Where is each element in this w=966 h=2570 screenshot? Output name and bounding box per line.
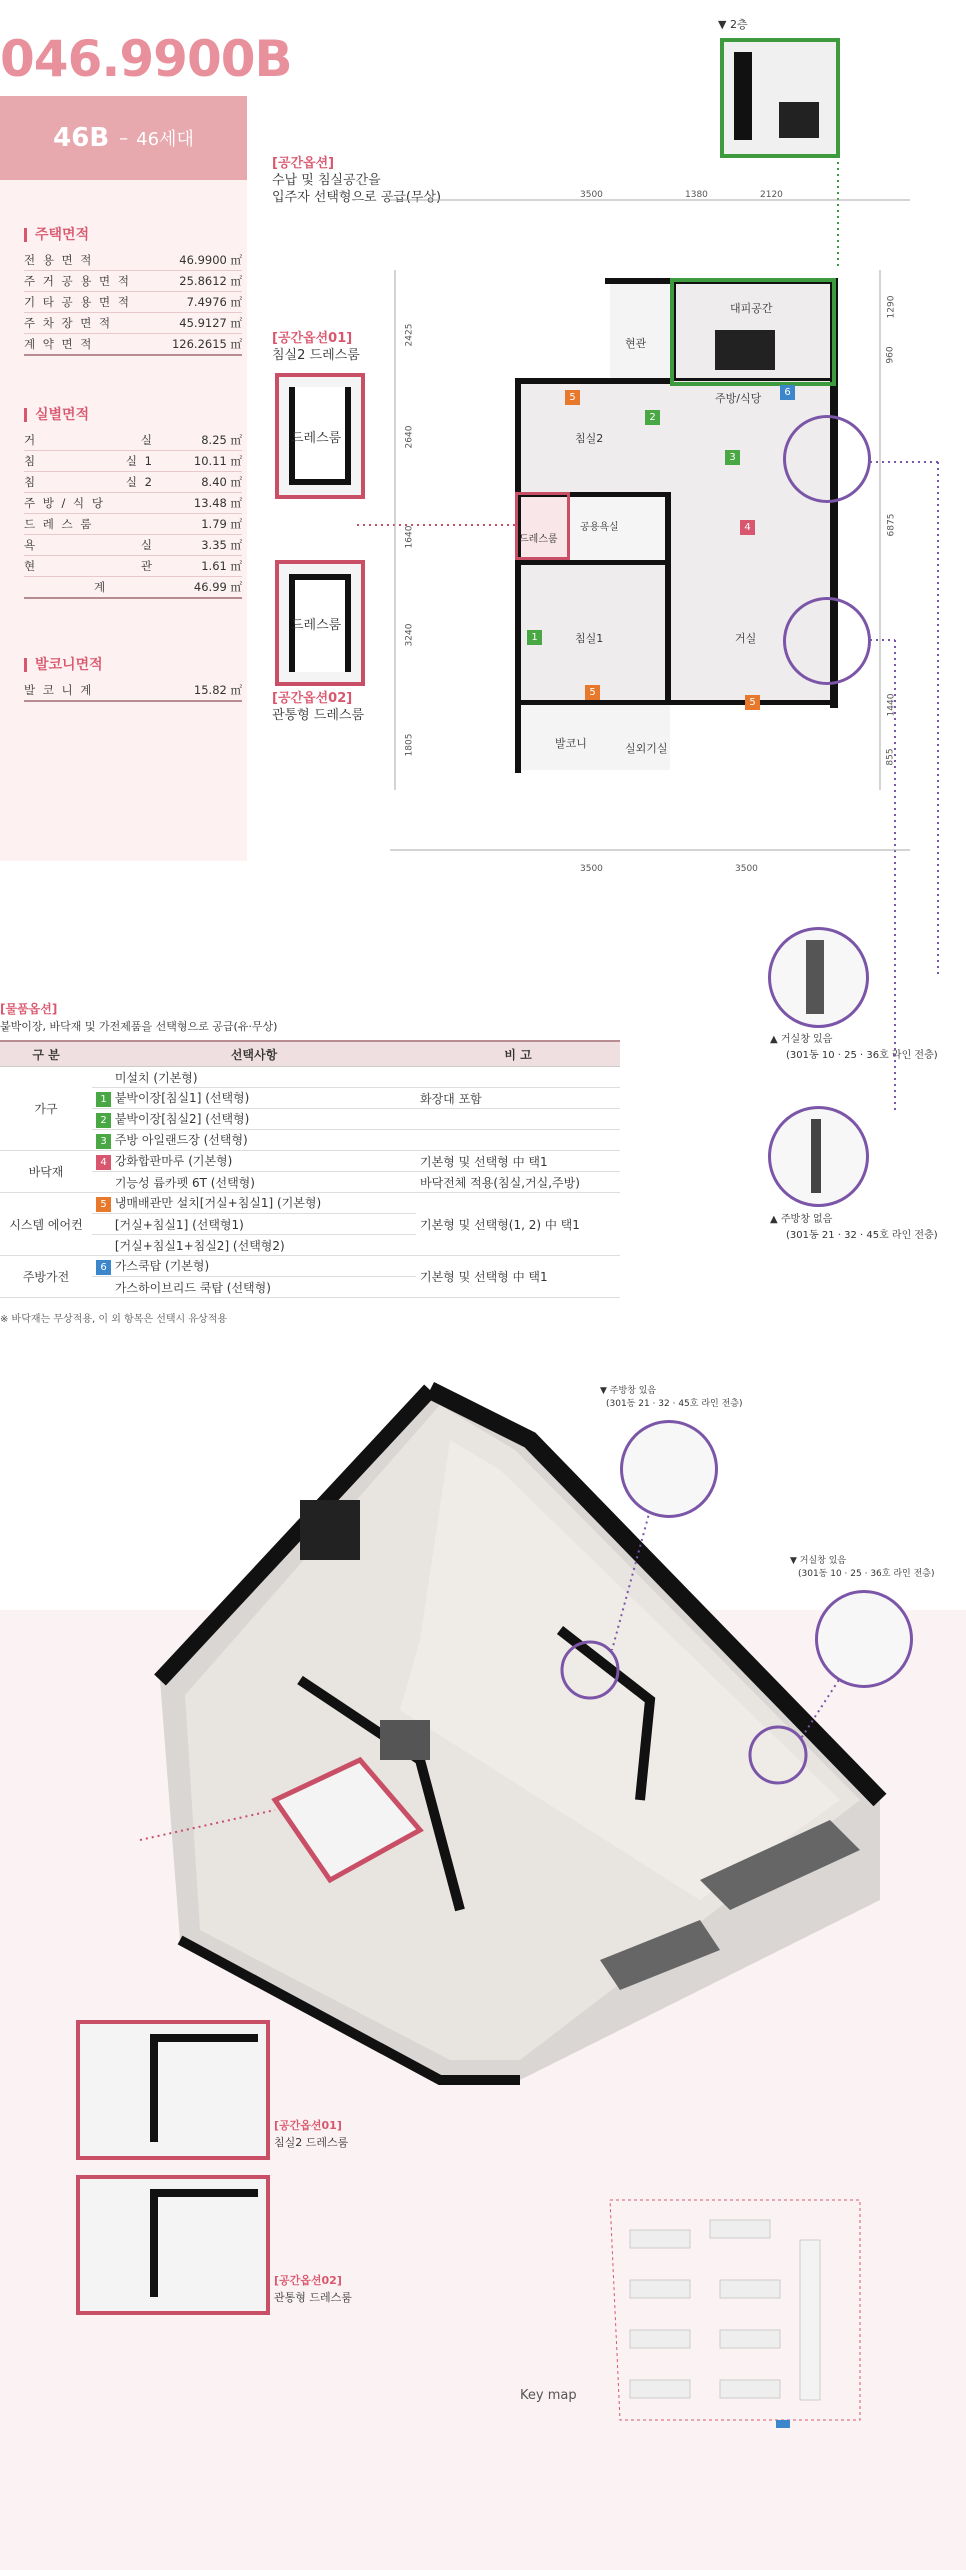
- room-label-sub: 실: [140, 538, 154, 552]
- option-item: 냉매배관만 설치[거실+침실1] (기본형): [114, 1196, 322, 1210]
- label-kitchen: 주방/식당: [715, 392, 762, 405]
- group-aircon: 시스템 에어컨: [0, 1193, 92, 1256]
- dim-left-3: 1640: [404, 525, 415, 549]
- room-label-sub: 실 1: [125, 454, 154, 468]
- kitchen-window-marker: [783, 415, 871, 503]
- options-footnote: ※ 바닥재는 무상적용, 이 외 항목은 선택시 유상적용: [0, 1314, 228, 1325]
- option-badge: 4: [96, 1155, 111, 1170]
- area-value: 126.2615 ㎡: [172, 334, 242, 356]
- iso-option02-title: [공간옵션02]: [274, 2274, 342, 2287]
- option-note: [416, 1109, 620, 1130]
- iso-living-window-text: ▼ 거실창 있음: [790, 1556, 847, 1566]
- option02-dressroom-label: 드레스룸: [291, 618, 342, 633]
- room-area-heading: 실별면적: [24, 408, 89, 422]
- option-note: [416, 1130, 620, 1151]
- option-note: 기본형 및 선택형 中 택1: [416, 1256, 620, 1298]
- dim-left-4: 3240: [404, 623, 415, 647]
- plan-code-title: 046.9900B: [0, 30, 292, 88]
- dim-right-3: 6875: [886, 513, 897, 537]
- option-item: 가스쿡탑 (기본형): [114, 1259, 210, 1273]
- dim-top-3: 2120: [760, 190, 783, 200]
- type-name: 46B: [53, 123, 110, 153]
- option-badge: 1: [96, 1092, 111, 1107]
- dim-bottom-1: 3500: [580, 864, 603, 874]
- iso-kitchen-window-callout: [620, 1420, 718, 1518]
- table-row: [0, 1256, 620, 1277]
- room-label: 드 레 스 룸: [24, 517, 94, 531]
- living-window-marker: [783, 597, 871, 685]
- option-item: 기능성 륨카펫 6T (선택형): [114, 1175, 255, 1190]
- table-header: [0, 1041, 620, 1067]
- room-label-sub: 실 2: [125, 475, 154, 489]
- label-balcony: 발코니: [555, 737, 587, 750]
- label-bath: 공용욕실: [580, 522, 619, 533]
- dim-right-1: 1290: [886, 295, 897, 319]
- option-item: 붙박이장[침실1] (선택형): [114, 1091, 250, 1105]
- col-category: 구 분: [0, 1041, 92, 1067]
- table-row: [0, 1130, 620, 1151]
- area-value: 25.8612 ㎡: [172, 271, 242, 292]
- space-option-title: [공간옵션]: [272, 156, 335, 171]
- dim-left-5: 1805: [404, 733, 415, 757]
- label-evac: 대피공간: [730, 302, 773, 315]
- group-kitchen: 주방가전: [0, 1256, 92, 1298]
- iso-option01-thumbnail: [76, 2020, 270, 2160]
- room-balcony: [515, 700, 670, 770]
- kitchen-window-sub: (301동 21 · 32 · 45호 라인 전층): [786, 1230, 938, 1241]
- badge-5-living: 5: [745, 695, 760, 710]
- room-label: 욕: [24, 538, 38, 552]
- area-label: 전 용 면 적: [24, 250, 172, 271]
- area-label: 주 거 공 용 면 적: [24, 271, 172, 292]
- group-flooring: 바닥재: [0, 1151, 92, 1193]
- room-label-sub: 실: [140, 433, 154, 447]
- option01-title: [공간옵션01]: [272, 331, 353, 346]
- iso-option02-desc: 관통형 드레스룸: [274, 2291, 352, 2304]
- room-label: 거: [24, 433, 38, 447]
- option-badge: 6: [96, 1260, 111, 1275]
- keymap-label: Key map: [520, 2388, 577, 2403]
- room-value: 1.61 ㎡: [194, 556, 242, 577]
- balcony-label: 발 코 니 계: [24, 680, 174, 701]
- type-separator: –: [119, 127, 129, 149]
- badge-4: 4: [740, 520, 755, 535]
- badge-2: 2: [645, 410, 660, 425]
- option-item: 붙박이장[침실2] (선택형): [114, 1112, 250, 1126]
- option-item: [거실+침실1+침실2] (선택형2): [114, 1238, 285, 1253]
- area-value: 7.4976 ㎡: [172, 292, 242, 313]
- dressroom-highlight: [515, 492, 570, 560]
- room-value: 8.40 ㎡: [194, 472, 242, 493]
- iso-option01-title: [공간옵션01]: [274, 2119, 342, 2132]
- option-item: 주방 아일랜드장 (선택형): [114, 1133, 248, 1147]
- label-dress: 드레스룸: [519, 534, 558, 545]
- options-desc: 붙박이장, 바닥재 및 가전제품을 선택형으로 공급(유·무상): [0, 1020, 278, 1033]
- option-item: [거실+침실1] (선택형1): [114, 1217, 244, 1232]
- room-label: 계: [94, 580, 108, 594]
- col-note: 비 고: [416, 1041, 620, 1067]
- option02-title: [공간옵션02]: [272, 691, 353, 706]
- table-row: [0, 1067, 620, 1088]
- badge-6: 6: [780, 385, 795, 400]
- badge-5-bed1: 5: [585, 685, 600, 700]
- option-badge: 3: [96, 1134, 111, 1149]
- floor2-label: ▼ 2층: [718, 18, 748, 31]
- balcony-area-heading: 발코니면적: [24, 658, 103, 672]
- living-window-sub: (301동 10 · 25 · 36호 라인 전층): [786, 1050, 938, 1061]
- keymap-diagram: [590, 2180, 890, 2440]
- option01-desc: 침실2 드레스룸: [272, 348, 360, 363]
- dim-left-1: 2425: [404, 323, 415, 347]
- table-row: [0, 1151, 620, 1172]
- kitchen-window-callout: [768, 1106, 869, 1207]
- room-label: 침: [24, 475, 38, 489]
- living-window-text: ▲ 거실창 있음: [770, 1034, 833, 1045]
- badge-1: 1: [527, 630, 542, 645]
- option-note: 바닥전체 적용(침실,거실,주방): [416, 1172, 620, 1193]
- area-label: 기 타 공 용 면 적: [24, 292, 172, 313]
- room-label: 현: [24, 559, 38, 573]
- group-furniture: 가구: [0, 1067, 92, 1151]
- option-note: 화장대 포함: [416, 1088, 620, 1109]
- option-note: [416, 1067, 620, 1088]
- area-label: 주 차 장 면 적: [24, 313, 172, 334]
- room-value: 10.11 ㎡: [194, 451, 242, 472]
- option-note: 기본형 및 선택형 中 택1: [416, 1151, 620, 1172]
- iso-kitchen-window-text: ▼ 주방창 있음: [600, 1386, 657, 1396]
- table-row: [0, 1172, 620, 1193]
- options-table: [0, 1040, 620, 1298]
- living-window-callout: [768, 927, 869, 1028]
- dim-top-1: 3500: [580, 190, 603, 200]
- room-value: 13.48 ㎡: [194, 493, 242, 514]
- room-entrance: [610, 280, 670, 380]
- iso-option01-desc: 침실2 드레스룸: [274, 2136, 349, 2149]
- badge-3: 3: [725, 450, 740, 465]
- room-value: 8.25 ㎡: [194, 430, 242, 451]
- iso-kitchen-window-sub: (301동 21 · 32 · 45호 라인 전층): [606, 1399, 743, 1409]
- option-item: 가스하이브리드 쿡탑 (선택형): [114, 1280, 271, 1295]
- area-value: 45.9127 ㎡: [172, 313, 242, 334]
- table-row: [0, 1088, 620, 1109]
- option-badge: 5: [96, 1197, 111, 1212]
- space-option-desc1: 수납 및 침실공간을: [272, 173, 381, 188]
- floor-plan: [515, 270, 835, 790]
- iso-living-window-sub: (301동 10 · 25 · 36호 라인 전층): [798, 1569, 935, 1579]
- option-item: 강화합판마루 (기본형): [114, 1154, 233, 1168]
- balcony-value: 15.82 ㎡: [174, 680, 242, 701]
- room-label: 주 방 / 식 당: [24, 496, 105, 510]
- dim-left-2: 2640: [404, 425, 415, 449]
- label-living: 거실: [735, 632, 757, 645]
- table-row: [0, 1109, 620, 1130]
- iso-living-window-callout: [815, 1590, 913, 1688]
- label-bed2: 침실2: [575, 432, 604, 445]
- option-note: 기본형 및 선택형(1, 2) 中 택1: [416, 1193, 620, 1256]
- table-row: [0, 1193, 620, 1214]
- space-option-desc2: 입주자 선택형으로 공급(무상): [272, 190, 442, 205]
- col-selection: 선택사항: [92, 1041, 416, 1067]
- label-entrance: 현관: [625, 337, 647, 350]
- option-badge: 2: [96, 1113, 111, 1128]
- room-value: 1.79 ㎡: [194, 514, 242, 535]
- room-label-sub: 관: [140, 559, 154, 573]
- label-bed1: 침실1: [575, 632, 604, 645]
- room-label: 침: [24, 454, 38, 468]
- iso-option02-thumbnail: [76, 2175, 270, 2315]
- area-value: 46.9900 ㎡: [172, 250, 242, 271]
- dim-top-2: 1380: [685, 190, 708, 200]
- dim-bottom-2: 3500: [735, 864, 758, 874]
- dim-right-5: 855: [885, 748, 896, 766]
- evac-highlight: [670, 278, 836, 386]
- option-item: 미설치 (기본형): [114, 1070, 198, 1085]
- iso-option01-caption: [274, 2117, 348, 2151]
- area-label: 계 약 면 적: [24, 334, 172, 356]
- dim-right-4: 1440: [886, 693, 897, 717]
- options-title: [물품옵션]: [0, 1002, 58, 1016]
- iso-option02-caption: [274, 2272, 352, 2306]
- label-utility: 실외기실: [625, 742, 668, 755]
- option02-desc: 관통형 드레스룸: [272, 708, 365, 723]
- kitchen-window-text: ▲ 주방창 없음: [770, 1214, 833, 1225]
- option01-dressroom-label: 드레스룸: [291, 431, 342, 446]
- dim-right-2: 960: [885, 346, 896, 364]
- unit-count: 46세대: [136, 129, 194, 150]
- room-value: 46.99 ㎡: [194, 577, 242, 599]
- housing-area-heading: 주택면적: [24, 228, 89, 242]
- room-value: 3.35 ㎡: [194, 535, 242, 556]
- badge-5: 5: [565, 390, 580, 405]
